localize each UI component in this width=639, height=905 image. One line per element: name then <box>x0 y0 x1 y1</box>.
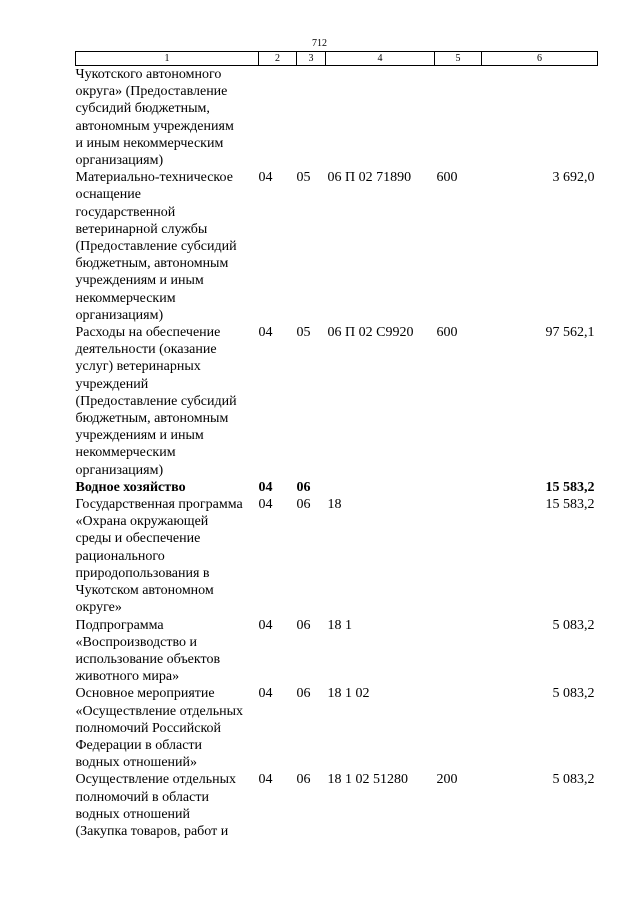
amount: 3 692,0 <box>552 170 595 186</box>
expense-type-code: 600 <box>436 170 458 186</box>
row-name <box>76 169 259 324</box>
row-name-line: учреждений <box>75 376 149 392</box>
row-name-line: «Охрана окружающей <box>75 514 209 530</box>
subsection-code: 06 <box>296 686 311 702</box>
table-row <box>76 685 598 771</box>
row-name-line: Водное хозяйство <box>75 479 186 495</box>
section-code: 04 <box>258 170 273 186</box>
row-name-line: некоммерческим <box>75 445 176 461</box>
row-name-line: рационального <box>75 548 165 564</box>
row-name-line: среды и обеспечение <box>75 531 201 547</box>
budget-table <box>75 51 598 840</box>
section-code: 04 <box>258 479 273 495</box>
target-article-code <box>326 479 435 496</box>
row-name-line: учреждениям и иным <box>75 428 204 444</box>
row-name-line: «Воспроизводство и <box>75 634 197 650</box>
row-name-line: водных отношений <box>75 806 191 822</box>
column-header-4: 4 <box>326 52 435 66</box>
row-name-line: и иным некоммерческим <box>75 135 224 151</box>
section-code: 04 <box>258 497 273 513</box>
expense-type-code: 600 <box>436 325 458 341</box>
row-name <box>76 66 259 170</box>
amount: 15 583,2 <box>545 479 595 495</box>
row-name-line: услуг) ветеринарных <box>75 359 201 375</box>
subsection-code: 05 <box>296 325 311 341</box>
column-header-2: 2 <box>259 52 297 66</box>
subsection-code: 05 <box>296 170 311 186</box>
subsection-code: 06 <box>296 497 311 513</box>
row-name-line: деятельности (оказание <box>75 342 217 358</box>
row-name-line: животного мира» <box>75 669 180 685</box>
target-article-code: 18 <box>327 497 342 513</box>
expense-type-code: 200 <box>436 772 458 788</box>
row-name-line: автономным учреждениям <box>75 118 234 134</box>
table-row <box>76 479 598 496</box>
row-name <box>76 324 259 479</box>
expense-type-code <box>435 685 482 771</box>
row-name-line: полномочий в области <box>75 789 209 805</box>
table-row <box>76 169 598 324</box>
target-article-code: 18 1 <box>327 617 352 633</box>
table-row <box>76 617 598 686</box>
column-number-header <box>76 52 598 66</box>
row-name-line: Подпрограмма <box>75 617 164 633</box>
row-name-line: бюджетным, автономным <box>75 256 229 272</box>
target-article-code: 06 П 02 С9920 <box>327 325 414 341</box>
row-name-line: субсидий бюджетным, <box>75 101 210 117</box>
section-code <box>259 66 297 170</box>
row-name-line: некоммерческим <box>75 290 176 306</box>
target-article-code <box>326 66 435 170</box>
row-name-line: организациям) <box>75 462 164 478</box>
amount: 15 583,2 <box>545 497 595 513</box>
row-name-line: Чукотском автономном <box>75 583 214 599</box>
table-row <box>76 66 598 170</box>
row-name-line: Государственная программа <box>75 497 243 513</box>
column-header-6: 6 <box>482 52 598 66</box>
row-name-line: Основное мероприятие <box>75 686 215 702</box>
row-name-line: Федерации в области <box>75 737 203 753</box>
row-name-line: Осуществление отдельных <box>75 772 236 788</box>
column-header-1: 1 <box>76 52 259 66</box>
table-row <box>76 771 598 840</box>
row-name-line: Расходы на обеспечение <box>75 325 221 341</box>
row-name-line: Материально-техническое <box>75 170 233 186</box>
amount <box>482 66 598 170</box>
row-name-line: бюджетным, автономным <box>75 411 229 427</box>
table-row <box>76 496 598 616</box>
target-article-code: 18 1 02 <box>327 686 370 702</box>
row-name-line: ветеринарной службы <box>75 221 208 237</box>
expense-type-code <box>435 479 482 496</box>
row-name-line: округе» <box>75 600 122 616</box>
target-article-code: 18 1 02 51280 <box>327 772 408 788</box>
row-name-line: (Предоставление субсидий <box>75 393 237 409</box>
row-name-line: Чукотского автономного <box>75 67 222 82</box>
table-row <box>76 324 598 479</box>
expense-type-code <box>435 496 482 616</box>
row-name-line: (Закупка товаров, работ и <box>75 823 229 839</box>
row-name <box>76 685 259 771</box>
row-name-line: «Осуществление отдельных <box>75 703 243 719</box>
section-code: 04 <box>258 686 273 702</box>
subsection-code: 06 <box>296 772 311 788</box>
row-name-line: округа» (Предоставление <box>75 84 228 100</box>
row-name-line: природопользования в <box>75 565 210 581</box>
row-name-line: водных отношений» <box>75 755 198 771</box>
target-article-code: 06 П 02 71890 <box>327 170 412 186</box>
table-body <box>76 66 598 841</box>
amount: 5 083,2 <box>552 686 595 702</box>
row-name <box>76 771 259 840</box>
section-code: 04 <box>258 772 273 788</box>
row-name-line: полномочий Российской <box>75 720 222 736</box>
column-header-5: 5 <box>435 52 482 66</box>
subsection-code: 06 <box>296 479 311 495</box>
row-name <box>76 496 259 616</box>
amount: 5 083,2 <box>552 617 595 633</box>
subsection-code <box>297 66 326 170</box>
row-name-line: оснащение <box>75 187 141 203</box>
amount: 97 562,1 <box>545 325 595 341</box>
row-name-line: учреждениям и иным <box>75 273 204 289</box>
row-name <box>76 617 259 686</box>
subsection-code: 06 <box>296 617 311 633</box>
expense-type-code <box>435 617 482 686</box>
page-number: 712 <box>312 38 327 49</box>
row-name-line: государственной <box>75 204 176 220</box>
row-name-line: организациям) <box>75 307 164 323</box>
row-name-line: использование объектов <box>75 651 221 667</box>
row-name-line: организациям) <box>75 153 164 169</box>
expense-type-code <box>435 66 482 170</box>
row-name <box>76 479 259 496</box>
section-code: 04 <box>258 325 273 341</box>
column-header-3: 3 <box>297 52 326 66</box>
row-name-line: (Предоставление субсидий <box>75 239 237 255</box>
amount: 5 083,2 <box>552 772 595 788</box>
section-code: 04 <box>258 617 273 633</box>
